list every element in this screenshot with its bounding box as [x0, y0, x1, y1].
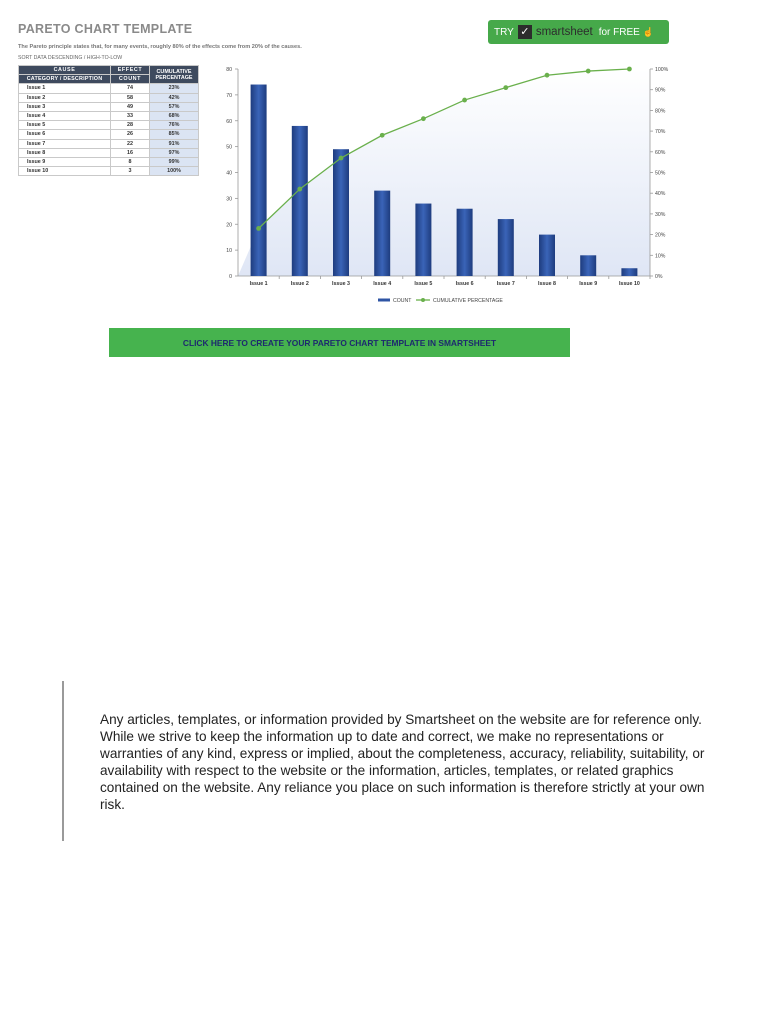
y-tick-label: 70: [226, 92, 232, 99]
table-row: [19, 157, 199, 166]
smartsheet-logo: smartsheet: [535, 26, 593, 38]
cell-pct: 68%: [150, 111, 199, 120]
cell-cause: Issue 7: [19, 139, 111, 148]
table-row: [19, 102, 199, 111]
cumulative-point: [586, 69, 591, 74]
table-row: [19, 84, 199, 93]
header-cumulative: CUMULATIVE PERCENTAGE: [150, 66, 199, 84]
promo-free-label: for FREE: [598, 26, 640, 38]
subheader-category: CATEGORY / DESCRIPTION: [19, 75, 111, 84]
y-tick-label: 20: [226, 222, 232, 229]
bar-count: [539, 235, 555, 276]
y-tick-label: 0: [229, 274, 232, 280]
cell-count: 74: [111, 84, 150, 93]
cell-pct: 42%: [150, 93, 199, 102]
legend-count-swatch: [378, 299, 390, 302]
cell-pct: 57%: [150, 102, 199, 111]
y2-tick-label: 100%: [655, 67, 669, 73]
x-tick-label: Issue 9: [579, 281, 598, 287]
y2-tick-label: 50%: [655, 170, 666, 177]
page-title: PARETO CHART TEMPLATE: [18, 22, 193, 36]
bar-count: [621, 268, 637, 276]
cell-pct: 91%: [150, 139, 199, 148]
y2-tick-label: 90%: [655, 87, 666, 94]
cell-count: 16: [111, 148, 150, 157]
cumulative-point: [462, 98, 467, 103]
header-cause: CAUSE: [19, 66, 111, 75]
bar-count: [374, 191, 390, 276]
cell-count: 3: [111, 167, 150, 176]
y2-tick-label: 0%: [655, 274, 663, 280]
cell-cause: Issue 5: [19, 121, 111, 130]
y2-tick-label: 80%: [655, 108, 666, 115]
disclaimer-divider: [62, 681, 64, 841]
cell-count: 28: [111, 121, 150, 130]
cell-pct: 85%: [150, 130, 199, 139]
y-tick-label: 10: [226, 248, 232, 255]
cell-cause: Issue 8: [19, 148, 111, 157]
cell-count: 33: [111, 111, 150, 120]
cell-cause: Issue 1: [19, 84, 111, 93]
create-template-button[interactable]: CLICK HERE TO CREATE YOUR PARETO CHART TEMPLATE IN SMARTSHEET: [109, 328, 570, 357]
x-tick-label: Issue 6: [455, 281, 474, 287]
y-tick-label: 80: [226, 67, 232, 73]
bar-count: [580, 255, 596, 276]
bar-count: [498, 219, 514, 276]
x-tick-label: Issue 3: [332, 281, 350, 287]
bar-count: [292, 126, 308, 276]
table-row: [19, 121, 199, 130]
cumulative-point: [297, 187, 302, 192]
y-tick-label: 30: [226, 196, 232, 203]
cumulative-point: [380, 133, 385, 138]
cumulative-point: [339, 156, 344, 161]
bar-count: [333, 149, 349, 276]
x-tick-label: Issue 5: [414, 281, 433, 287]
x-tick-label: Issue 10: [618, 281, 640, 287]
cumulative-point: [421, 116, 426, 121]
y2-tick-label: 10%: [655, 253, 666, 260]
cell-cause: Issue 4: [19, 111, 111, 120]
cell-pct: 99%: [150, 157, 199, 166]
x-tick-label: Issue 1: [249, 281, 268, 287]
cumulative-point: [545, 73, 550, 78]
y2-tick-label: 70%: [655, 129, 666, 136]
intro-text: The Pareto principle states that, for many events, roughly 80% of the effects come from 20% of the causes.: [18, 44, 302, 50]
legend-count-label: COUNT: [393, 298, 412, 304]
bar-count: [457, 209, 473, 276]
y2-tick-label: 40%: [655, 191, 666, 198]
pareto-chart: [213, 62, 673, 312]
table-row: [19, 148, 199, 157]
cell-cause: Issue 3: [19, 102, 111, 111]
cumulative-point: [627, 67, 632, 72]
cumulative-point: [256, 226, 261, 231]
cell-pct: 100%: [150, 167, 199, 176]
table-row: [19, 93, 199, 102]
header-effect: EFFECT: [111, 66, 150, 75]
promo-try-label: TRY: [494, 26, 514, 38]
cell-count: 26: [111, 130, 150, 139]
x-tick-label: Issue 8: [538, 281, 556, 287]
table-row: [19, 139, 199, 148]
table-row: [19, 130, 199, 139]
y2-tick-label: 30%: [655, 211, 666, 218]
cell-cause: Issue 9: [19, 157, 111, 166]
disclaimer-text: Any articles, templates, or information provided by Smartsheet on the website are for reference only. While we strive to keep the information up to date and correct, we make no representations or warranties of any kind, express or implied, about the completeness, accuracy, reliability, suitability, or availability with respect to the website or the information, articles, templates, or related graphics contained on the website. Any reliance you place on such information is therefore strictly at your own risk.: [100, 712, 705, 812]
pareto-data-table: [18, 65, 199, 176]
cell-count: 49: [111, 102, 150, 111]
try-smartsheet-button[interactable]: [488, 20, 669, 44]
subheader-count: COUNT: [111, 75, 150, 84]
cell-pct: 97%: [150, 148, 199, 157]
check-icon: ✓: [518, 25, 532, 39]
bar-count: [415, 204, 431, 276]
cell-count: 22: [111, 139, 150, 148]
cumulative-point: [503, 85, 508, 90]
cell-count: 58: [111, 93, 150, 102]
table-row: [19, 111, 199, 120]
x-tick-label: Issue 4: [373, 281, 392, 287]
y2-tick-label: 60%: [655, 149, 666, 156]
y-tick-label: 50: [226, 144, 232, 151]
cell-pct: 76%: [150, 121, 199, 130]
y-tick-label: 60: [226, 118, 232, 125]
hand-cursor-icon: ☝: [642, 26, 655, 37]
bar-count: [251, 85, 267, 276]
cell-cause: Issue 10: [19, 167, 111, 176]
y2-tick-label: 20%: [655, 232, 666, 239]
y-tick-label: 40: [226, 170, 232, 177]
x-tick-label: Issue 2: [290, 281, 309, 287]
cell-cause: Issue 2: [19, 93, 111, 102]
legend-cumulative-marker: [421, 298, 425, 302]
x-tick-label: Issue 7: [496, 281, 515, 287]
table-row: [19, 167, 199, 176]
sort-note: SORT DATA DESCENDING / HIGH-TO-LOW: [18, 55, 123, 61]
cell-cause: Issue 6: [19, 130, 111, 139]
cell-pct: 23%: [150, 84, 199, 93]
cell-count: 8: [111, 157, 150, 166]
legend-cumulative-label: CUMULATIVE PERCENTAGE: [433, 298, 503, 304]
